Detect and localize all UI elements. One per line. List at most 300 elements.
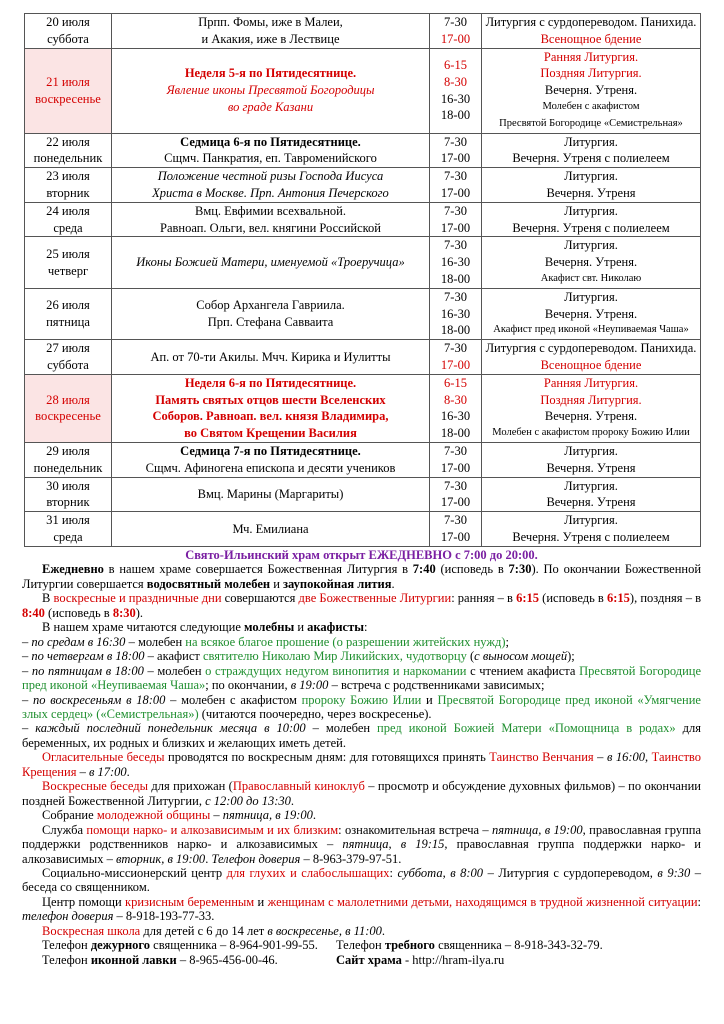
- schedule-row: [25, 442, 701, 477]
- service-time: 16-30: [440, 409, 471, 424]
- note-text: Таинство Крещения: [22, 750, 702, 779]
- service-name: Поздняя Литургия.: [540, 66, 642, 81]
- contact-text: Сайт храма: [336, 952, 402, 967]
- service-name: Литургия.: [564, 238, 618, 253]
- service-name: Вечерня. Утреня: [546, 495, 636, 510]
- note-text: Социально-миссионерский центр: [42, 865, 227, 880]
- weekday-text: воскресенье: [35, 409, 101, 424]
- event-line: Вмц. Марины (Маргариты): [197, 486, 344, 501]
- date-cell: [25, 477, 112, 512]
- note-text: – встреча с родственниками зависимых;: [328, 678, 545, 693]
- event-line: Сщмч. Панкратия, еп. Тавроменийского: [164, 151, 377, 166]
- service-cell: [482, 512, 701, 547]
- note-text: заупокойная лития: [283, 576, 392, 591]
- note-text: с чтением акафиста: [466, 663, 580, 678]
- contact-text: Телефон: [42, 938, 91, 953]
- service-cell: [482, 477, 701, 512]
- service-name: Литургия.: [564, 169, 618, 184]
- event-cell: [112, 202, 430, 237]
- note-text: –: [76, 764, 89, 779]
- time-cell: [430, 168, 482, 203]
- service-time: 7-30: [444, 513, 467, 528]
- service-name: Всенощное бдение: [540, 357, 642, 372]
- note-text: Таинство Венчания: [489, 750, 594, 765]
- date-cell: [25, 512, 112, 547]
- event-line: Иконы Божией Матери, именуемой «Троеручица»: [136, 255, 405, 270]
- note-text: помощи нарко- и алкозависимым и их близким: [86, 822, 339, 837]
- date-text: 31 июля: [46, 513, 90, 528]
- contact-text: - http://hram-ilya.ru: [401, 952, 505, 967]
- date-text: 28 июля: [46, 392, 90, 407]
- note-text: В нашем храме читаются следующие: [42, 620, 244, 635]
- service-name: Вечерня. Утреня.: [544, 83, 638, 98]
- event-cell: [112, 168, 430, 203]
- service-time: 17-00: [440, 357, 471, 372]
- service-name: Молебен с акафистом: [542, 100, 640, 112]
- date-text: 24 июля: [46, 203, 90, 218]
- time-cell: [430, 442, 482, 477]
- event-cell: [112, 48, 430, 133]
- service-name: Поздняя Литургия.: [540, 392, 642, 407]
- note-text: 6:15: [516, 591, 540, 606]
- note-text: : ознакомительная встреча –: [338, 822, 493, 837]
- date-cell: [25, 340, 112, 375]
- time-cell: [430, 477, 482, 512]
- event-line: Вмц. Евфимии всехвальной.: [194, 203, 346, 218]
- note-text: ), поздняя – в: [629, 591, 701, 606]
- note-text: – молебен: [305, 721, 378, 736]
- event-line: Мч. Емилиана: [232, 521, 309, 536]
- note-text: – по средам в 16:30: [22, 634, 126, 649]
- time-cell: [430, 14, 482, 49]
- note-paragraph: [22, 895, 701, 924]
- contact-row: [22, 953, 701, 967]
- note-text: 7:40: [412, 562, 436, 577]
- note-text: и: [294, 620, 308, 635]
- note-text: (читаются поочередно, через воскресенье).: [198, 706, 432, 721]
- note-text: в 19:00: [290, 678, 329, 693]
- event-line: Память святых отцов шести Вселенских: [155, 392, 386, 407]
- service-time: 7-30: [444, 341, 467, 356]
- contact-text: дежурного: [90, 938, 151, 953]
- event-line: Ап. от 70-ти Акилы. Мчч. Кирика и Иулитты: [150, 349, 391, 364]
- note-text: телефон доверия: [22, 909, 114, 924]
- note-text: Телефон доверия: [211, 851, 301, 866]
- event-cell: [112, 374, 430, 442]
- note-text: святителю Николаю Мир Ликийских, чудотворцу: [202, 649, 467, 664]
- weekday-text: воскресенье: [35, 91, 101, 106]
- service-time: 7-30: [444, 169, 467, 184]
- schedule-row: [25, 168, 701, 203]
- event-line: Прпп. Фомы, иже в Малеи,: [198, 15, 343, 29]
- weekday-text: четверг: [47, 263, 89, 278]
- note-text: молодежной общины: [96, 808, 211, 823]
- schedule-row: [25, 202, 701, 237]
- note-text: 8:30: [112, 605, 136, 620]
- note-text: , православная группа поддержки нарко- и алкозависимых –: [22, 837, 701, 866]
- contact-text: – 8-965-456-00-46.: [176, 952, 278, 967]
- note-paragraph: [22, 649, 701, 663]
- contact-item: [336, 953, 504, 967]
- note-text: (исповедь в: [435, 562, 509, 577]
- note-text: );: [567, 649, 575, 664]
- contact-item: [22, 938, 336, 952]
- note-text: .: [312, 808, 317, 823]
- service-name: Вечерня. Утреня: [546, 460, 636, 475]
- time-cell: [430, 512, 482, 547]
- event-line: во граде Казани: [227, 99, 314, 114]
- service-name: Литургия.: [564, 134, 618, 149]
- note-text: – каждый последний понедельник месяца в 10:00: [22, 721, 306, 736]
- note-text: в 9:30: [657, 865, 691, 880]
- event-line: Неделя 6-я по Пятидесятнице.: [184, 375, 357, 390]
- note-text: воскресные и праздничные дни: [53, 591, 222, 606]
- note-text: – просмотр и обсуждение духовных фильмов) – по окончании поздней Божественной Литургии,: [22, 779, 701, 808]
- event-line: Седмица 6-я по Пятидесятнице.: [180, 134, 361, 149]
- service-name: Вечерня. Утреня.: [544, 255, 638, 270]
- note-paragraph: [22, 620, 701, 634]
- note-text: .: [205, 851, 212, 866]
- date-text: 23 июля: [46, 169, 90, 184]
- weekday-text: суббота: [47, 31, 89, 46]
- service-time: 18-00: [440, 271, 471, 286]
- schedule-row: [25, 133, 701, 168]
- service-time: 7-30: [444, 238, 467, 253]
- event-line: Собор Архангела Гавриила.: [196, 298, 345, 313]
- service-cell: [482, 202, 701, 237]
- note-text: молебны: [244, 620, 295, 635]
- note-paragraph: [22, 664, 701, 693]
- note-text: – 8-918-193-77-33.: [113, 909, 215, 924]
- event-cell: [112, 237, 430, 288]
- note-text: и: [254, 894, 268, 909]
- time-cell: [430, 48, 482, 133]
- note-text: пятница, в 19:00: [492, 822, 583, 837]
- service-time: 17-00: [440, 185, 471, 200]
- service-name: Вечерня. Утреня.: [544, 306, 638, 321]
- note-text: ; по окончании,: [205, 678, 291, 693]
- note-text: :: [389, 865, 398, 880]
- service-name: Литургия.: [564, 203, 618, 218]
- date-text: 30 июля: [46, 478, 90, 493]
- date-text: 26 июля: [46, 298, 90, 313]
- weekday-text: вторник: [46, 185, 90, 200]
- note-text: по воскресным дням: [231, 750, 343, 765]
- service-name: Вечерня. Утреня с полиелеем: [512, 220, 670, 235]
- weekday-text: понедельник: [33, 151, 103, 166]
- contact-item: [22, 953, 336, 967]
- service-time: 7-30: [444, 289, 467, 304]
- note-text: пророку Божию Илии: [301, 692, 422, 707]
- note-paragraph: [22, 750, 701, 779]
- event-line: Христа в Москве. Прп. Антония Печерского: [152, 185, 389, 200]
- date-cell: [25, 14, 112, 49]
- date-text: 21 июля: [46, 74, 90, 89]
- service-name: Вечерня. Утреня: [546, 185, 636, 200]
- date-cell: [25, 288, 112, 339]
- note-text: и: [270, 576, 284, 591]
- note-text: вторник, в 19:00: [115, 851, 206, 866]
- note-text: 7:30: [508, 562, 532, 577]
- note-text: –: [593, 750, 607, 765]
- service-time: 16-30: [440, 306, 471, 321]
- event-cell: [112, 442, 430, 477]
- note-text: 6:15: [606, 591, 630, 606]
- service-time: 8-30: [444, 74, 467, 89]
- schedule-row: [25, 288, 701, 339]
- service-name: Вечерня. Утреня с полиелеем: [512, 529, 670, 544]
- note-text: для прихожан (: [148, 779, 233, 794]
- note-paragraph: [22, 721, 701, 750]
- contact-text: иконной лавки: [90, 952, 177, 967]
- contact-row: [22, 938, 701, 952]
- service-time: 7-30: [444, 203, 467, 218]
- service-name: Вечерня. Утреня с полиелеем: [512, 151, 670, 166]
- note-text: : ранняя – в: [451, 591, 517, 606]
- service-time: 6-15: [444, 375, 467, 390]
- note-text: с выносом мощей: [474, 649, 568, 664]
- note-text: ). По окончании Божественной Литургии совершается: [22, 562, 702, 591]
- service-name: Молебен с акафистом пророку Божию Илии: [492, 427, 690, 439]
- note-text: совершаются: [221, 591, 299, 606]
- contact-item: [336, 938, 603, 952]
- event-line: Соборов. Равноап. вел. князя Владимира,: [152, 409, 389, 424]
- note-text: Воскресные беседы: [42, 779, 149, 794]
- event-cell: [112, 133, 430, 168]
- service-time: 18-00: [440, 323, 471, 338]
- note-paragraph: [22, 823, 701, 866]
- note-text: – по пятницам в 18:00: [22, 663, 144, 678]
- note-text: ,: [645, 750, 652, 765]
- contact-text: священника – 8-918-343-32-79.: [434, 938, 603, 953]
- event-line: и Акакия, иже в Лествице: [201, 31, 340, 46]
- date-text: 27 июля: [46, 341, 90, 356]
- date-text: 29 июля: [46, 443, 90, 458]
- service-name: Литургия с сурдопереводом. Панихида.: [485, 341, 697, 356]
- note-text: – молебен с акафистом: [165, 692, 302, 707]
- note-text: акафисты: [307, 620, 364, 635]
- note-text: Центр помощи: [42, 894, 125, 909]
- note-paragraph: [22, 562, 701, 591]
- service-time: 7-30: [444, 15, 467, 29]
- date-cell: [25, 48, 112, 133]
- service-cell: [482, 374, 701, 442]
- note-text: для глухих и слабослышащих: [226, 865, 390, 880]
- note-text: 8:40: [22, 605, 45, 620]
- event-cell: [112, 477, 430, 512]
- event-line: во Святом Крещении Василия: [184, 426, 357, 441]
- service-time: 16-30: [440, 255, 471, 270]
- service-time: 17-00: [440, 220, 471, 235]
- service-name: Литургия.: [564, 513, 618, 528]
- weekday-text: среда: [53, 529, 83, 544]
- date-text: 22 июля: [46, 134, 90, 149]
- note-text: в 17:00: [88, 764, 127, 779]
- date-cell: [25, 237, 112, 288]
- note-text: – беседа со священником.: [22, 865, 701, 895]
- note-text: в нашем храме совершается Божественная Литургия в: [103, 562, 413, 577]
- service-name: Литургия с сурдопереводом. Панихида.: [485, 15, 697, 29]
- note-text: женщинам с малолетними детьми, находящимся в трудной жизненной ситуации: [267, 894, 698, 909]
- note-text: две Божественные Литургии: [298, 591, 452, 606]
- note-text: Служба: [42, 822, 87, 837]
- note-paragraph: [22, 548, 701, 562]
- schedule-row: [25, 512, 701, 547]
- weekday-text: вторник: [46, 495, 90, 510]
- note-text: Свято-Ильинский храм открыт: [185, 548, 369, 562]
- note-text: – по воскресеньям в 18:00: [22, 692, 166, 707]
- event-cell: [112, 512, 430, 547]
- schedule-row: [25, 14, 701, 49]
- service-time: 7-30: [444, 134, 467, 149]
- note-paragraph: [22, 693, 701, 722]
- contact-text: требного: [384, 938, 435, 953]
- event-line: Равноап. Ольги, вел. княгини Российской: [160, 220, 381, 235]
- weekday-text: понедельник: [33, 460, 103, 475]
- service-name: Литургия.: [564, 289, 618, 304]
- note-text: – молебен: [143, 663, 206, 678]
- service-time: 17-00: [440, 151, 471, 166]
- service-time: 17-00: [440, 31, 471, 46]
- note-text: Ежедневно: [42, 562, 104, 577]
- service-cell: [482, 288, 701, 339]
- note-text: Воскресная школа: [42, 923, 141, 938]
- service-cell: [482, 133, 701, 168]
- event-cell: [112, 14, 430, 49]
- event-cell: [112, 288, 430, 339]
- service-time: 6-15: [444, 57, 467, 72]
- note-text: пятница, в 19:15: [342, 837, 445, 852]
- event-line: Положение честной ризы Господа Иисуса: [157, 169, 384, 184]
- service-time: 8-30: [444, 392, 467, 407]
- service-name: Вечерня. Утреня.: [544, 409, 638, 424]
- note-text: : для готовящихся принять: [342, 750, 490, 765]
- time-cell: [430, 340, 482, 375]
- date-cell: [25, 168, 112, 203]
- event-line: Прп. Стефана Савваита: [207, 314, 334, 329]
- note-text: – 8-963-379-97-51.: [300, 851, 402, 866]
- note-paragraph: [22, 635, 701, 649]
- date-cell: [25, 442, 112, 477]
- time-cell: [430, 288, 482, 339]
- note-text: Огласительные беседы: [42, 750, 165, 765]
- service-name: Ранняя Литургия.: [543, 375, 639, 390]
- note-paragraph: [22, 808, 701, 822]
- service-cell: [482, 340, 701, 375]
- schedule-row: [25, 477, 701, 512]
- note-text: для детей с 6 до 14 лет: [140, 923, 268, 938]
- note-text: проводятся: [164, 750, 232, 765]
- schedule-row: [25, 374, 701, 442]
- note-text: – акафист: [144, 649, 203, 664]
- event-cell: [112, 340, 430, 375]
- date-cell: [25, 374, 112, 442]
- schedule-row: [25, 237, 701, 288]
- note-text: , православная группа поддержки родственников нарко- и алкозависимых –: [22, 822, 701, 852]
- service-name: Литургия.: [564, 443, 618, 458]
- service-cell: [482, 442, 701, 477]
- note-text: Православный киноклуб: [232, 779, 365, 794]
- contact-text: священника – 8-964-901-99-55.: [150, 938, 318, 953]
- service-name: Всенощное бдение: [540, 31, 642, 46]
- note-text: ЕЖЕДНЕВНО: [368, 548, 452, 562]
- schedule-table: [24, 13, 701, 547]
- note-text: (исповедь в: [539, 591, 607, 606]
- contact-text: Телефон: [336, 938, 385, 953]
- note-text: В: [42, 591, 54, 606]
- date-cell: [25, 133, 112, 168]
- note-text: с 7:00 до 20:00.: [451, 548, 538, 562]
- weekday-text: среда: [53, 220, 83, 235]
- note-paragraph: [22, 779, 701, 808]
- note-text: .: [290, 793, 295, 808]
- service-time: 17-00: [440, 460, 471, 475]
- time-cell: [430, 374, 482, 442]
- time-cell: [430, 237, 482, 288]
- note-text: – по четвергам в 18:00: [22, 649, 145, 664]
- event-line: Сщмч. Афиногена епископа и десяти учеников: [145, 460, 396, 475]
- service-name: Литургия.: [564, 478, 618, 493]
- schedule-row: [25, 48, 701, 133]
- event-line: Явление иконы Пресвятой Богородицы: [166, 83, 375, 98]
- date-text: 25 июля: [46, 246, 90, 261]
- event-line: Седмица 7-я по Пятидесятнице.: [180, 443, 361, 458]
- note-text: Собрание: [42, 808, 97, 823]
- note-text: кризисным беременным: [125, 894, 255, 909]
- note-text: пятница, в 19:00: [222, 808, 313, 823]
- service-name: Акафист пред иконой «Неупиваемая Чаша»: [493, 324, 689, 336]
- service-time: 18-00: [440, 426, 471, 441]
- note-text: водосвятный молебен: [146, 576, 271, 591]
- note-text: пред иконой Божией Матери «Помощница в родах»: [377, 721, 676, 736]
- note-text: ).: [135, 605, 144, 620]
- parish-notes: [22, 548, 701, 967]
- note-text: суббота, в 8:00: [397, 865, 484, 880]
- weekday-text: пятница: [46, 314, 90, 329]
- service-cell: [482, 48, 701, 133]
- time-cell: [430, 133, 482, 168]
- note-text: для беременных, их родных и близких и желающих иметь детей.: [22, 721, 701, 750]
- note-text: в воскресенье, в 11:00: [267, 923, 382, 938]
- service-name: Пресвятой Богородице «Семистрельная»: [499, 117, 683, 129]
- service-time: 17-00: [440, 495, 471, 510]
- service-time: 17-00: [440, 529, 471, 544]
- note-text: на всякое благое прошение (о разрешении житейских нужд): [185, 634, 506, 649]
- contact-text: Телефон: [42, 952, 91, 967]
- note-text: – Литургия с сурдопереводом,: [483, 865, 658, 880]
- service-cell: [482, 14, 701, 49]
- service-cell: [482, 168, 701, 203]
- service-time: 7-30: [444, 443, 467, 458]
- note-text: в 16:00: [606, 750, 646, 765]
- schedule-row: [25, 340, 701, 375]
- date-cell: [25, 202, 112, 237]
- service-name: Акафист свт. Николаю: [540, 272, 642, 284]
- note-text: о страждущих недугом винопития и наркомании: [205, 663, 467, 678]
- event-line: Неделя 5-я по Пятидесятнице.: [184, 66, 357, 81]
- note-text: –: [210, 808, 223, 823]
- note-text: :: [697, 894, 701, 909]
- note-text: (: [466, 649, 475, 664]
- note-text: – молебен: [125, 634, 186, 649]
- date-text: 20 июля: [46, 15, 90, 29]
- note-text: .: [381, 923, 385, 938]
- note-text: ;: [505, 634, 509, 649]
- weekday-text: суббота: [47, 357, 89, 372]
- note-text: и: [421, 692, 438, 707]
- note-paragraph: [22, 591, 701, 620]
- service-time: 18-00: [440, 108, 471, 123]
